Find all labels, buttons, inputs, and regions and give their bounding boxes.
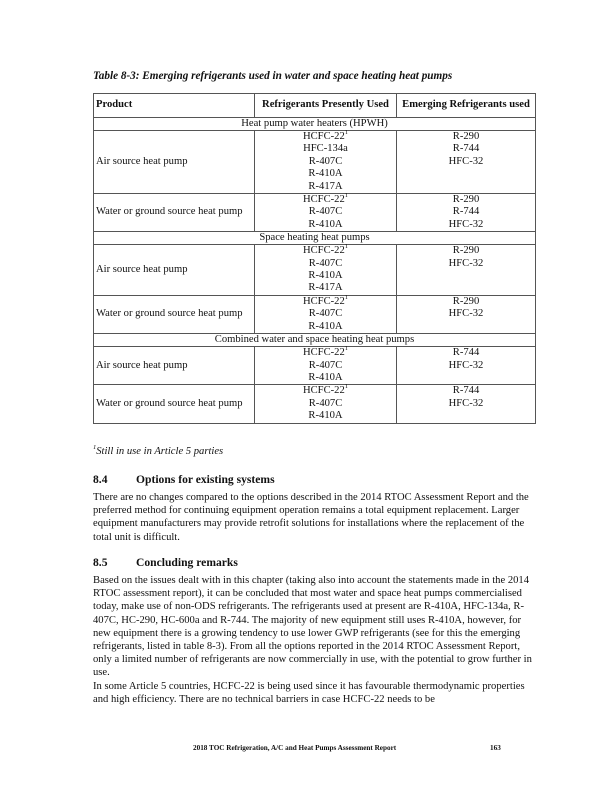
table-row bbox=[94, 347, 536, 385]
refrigerant-item bbox=[257, 308, 394, 320]
present-refrigerants-cell bbox=[255, 131, 397, 194]
emerging-refrigerants-cell bbox=[397, 131, 536, 194]
refrigerant-name: R-417A bbox=[308, 180, 343, 192]
emerging-refrigerants-cell bbox=[397, 295, 536, 333]
present-refrigerants-cell bbox=[255, 385, 397, 423]
present-refrigerants-cell bbox=[255, 194, 397, 232]
refrigerant-item: HFC-32 bbox=[448, 359, 484, 371]
refrigerant-name: R-410A bbox=[308, 320, 343, 332]
refrigerant-name: HCFC-22 bbox=[302, 194, 345, 206]
refrigerant-name: R-407C bbox=[308, 397, 343, 409]
refrigerant-name: HCFC-22 bbox=[302, 347, 345, 359]
footnote-text: Still in use in Article 5 parties bbox=[96, 446, 224, 457]
section-title: Concluding remarks bbox=[136, 556, 238, 569]
refrigerant-item bbox=[257, 245, 394, 257]
emerging-refrigerants-cell bbox=[397, 245, 536, 296]
refrigerant-name: HFC-134a bbox=[303, 143, 348, 155]
refrigerant-item: HFC-32 bbox=[448, 308, 484, 320]
section-heading-8-4 bbox=[93, 473, 275, 486]
refrigerant-item: R-290 bbox=[452, 131, 480, 142]
refrigerant-item: R-744 bbox=[452, 206, 480, 218]
refrigerant-item: R-744 bbox=[452, 385, 480, 397]
header-emerging-refrigerants: Emerging Refrigerants used bbox=[397, 94, 536, 118]
refrigerant-name: R-407C bbox=[308, 359, 343, 371]
emerging-refrigerants-cell bbox=[397, 194, 536, 232]
refrigerant-name: R-407C bbox=[308, 206, 343, 218]
refrigerant-name: R-417A bbox=[308, 282, 343, 294]
refrigerant-item bbox=[257, 156, 394, 168]
refrigerant-item bbox=[257, 321, 394, 333]
table-caption: Table 8-3: Emerging refrigerants used in water and space heating heat pumps bbox=[93, 70, 453, 82]
refrigerant-item: R-290 bbox=[452, 295, 480, 307]
emerging-refrigerants-cell bbox=[397, 385, 536, 423]
product-cell: Air source heat pump bbox=[94, 347, 255, 385]
refrigerant-name: R-407C bbox=[308, 155, 343, 167]
refrigerant-item: R-744 bbox=[452, 347, 480, 359]
section-heading-8-5 bbox=[93, 556, 238, 569]
refrigerant-item bbox=[257, 293, 394, 308]
section-8-4-paragraph-1: There are no changes compared to the options described in the 2014 RTOC Assessment Report and the preferred method for continuing equipment operation remains a total equipment replacement. Larger equipment manufacturers may provide retrofit solutions for installations where the replacement of the total unit is difficult. bbox=[93, 492, 529, 543]
section-number: 8.4 bbox=[93, 473, 108, 486]
refrigerant-item: R-290 bbox=[452, 245, 480, 257]
page-number: 163 bbox=[490, 744, 501, 752]
footnote-marker: 1 bbox=[344, 243, 349, 251]
refrigerant-name: HCFC-22 bbox=[302, 385, 345, 397]
group-title: Space heating heat pumps bbox=[94, 232, 536, 245]
header-product: Product bbox=[94, 94, 255, 118]
refrigerant-item bbox=[257, 219, 394, 231]
table-header-row bbox=[94, 94, 536, 118]
header-present-refrigerants: Refrigerants Presently Used bbox=[255, 94, 397, 118]
footnote-marker: 1 bbox=[344, 129, 349, 136]
refrigerant-item bbox=[257, 181, 394, 193]
present-refrigerants-cell bbox=[255, 295, 397, 333]
table-row bbox=[94, 245, 536, 296]
refrigerant-name: HCFC-22 bbox=[302, 245, 345, 257]
product-cell: Water or ground source heat pump bbox=[94, 385, 255, 423]
refrigerant-name: R-410A bbox=[308, 270, 343, 282]
refrigerant-item: R-290 bbox=[452, 194, 480, 206]
table-row bbox=[94, 295, 536, 333]
table-row bbox=[94, 385, 536, 423]
refrigerant-name: R-407C bbox=[308, 308, 343, 320]
present-refrigerants-cell bbox=[255, 245, 397, 296]
table-row bbox=[94, 194, 536, 232]
refrigerant-item: HFC-32 bbox=[448, 397, 484, 409]
refrigerant-item bbox=[257, 410, 394, 422]
refrigerant-item bbox=[257, 258, 394, 270]
product-cell: Water or ground source heat pump bbox=[94, 194, 255, 232]
table-group-row bbox=[94, 232, 536, 245]
group-title: Combined water and space heating heat pumps bbox=[94, 334, 536, 347]
product-cell: Air source heat pump bbox=[94, 245, 255, 296]
footer-report-title: 2018 TOC Refrigeration, A/C and Heat Pumps Assessment Report bbox=[193, 744, 397, 752]
refrigerant-item bbox=[257, 194, 394, 206]
table-body bbox=[94, 118, 536, 424]
refrigerant-item bbox=[257, 385, 394, 397]
refrigerant-item bbox=[257, 360, 394, 372]
refrigerant-name: R-407C bbox=[308, 257, 343, 269]
refrigerant-item bbox=[257, 131, 394, 143]
group-title: Heat pump water heaters (HPWH) bbox=[94, 118, 536, 131]
footnote-marker: 1 bbox=[344, 383, 349, 391]
refrigerant-item bbox=[257, 347, 394, 359]
footnote-marker: 1 bbox=[344, 345, 349, 353]
refrigerant-name: R-410A bbox=[308, 371, 343, 383]
footnote-marker: 1 bbox=[344, 192, 349, 200]
refrigerant-item: HFC-32 bbox=[448, 218, 484, 230]
refrigerant-item: R-744 bbox=[452, 143, 480, 155]
table-row bbox=[94, 131, 536, 194]
refrigerant-item bbox=[257, 206, 394, 218]
section-number: 8.5 bbox=[93, 556, 108, 569]
present-refrigerants-cell bbox=[255, 347, 397, 385]
table-footnote bbox=[93, 446, 223, 457]
footnote-marker: 1 bbox=[344, 293, 349, 301]
emerging-refrigerants-cell bbox=[397, 347, 536, 385]
section-8-5-paragraph-1: Based on the issues dealt with in this chapter (taking also into account the statements made in the 2014 RTOC assessment report), it can be concluded that most water and space heat pumps commercialised today, make use of non-ODS refrigerants. The refrigerants used at present are R-410A, HFC-134a, R-407C, HC-290, HC-600a and R-744. The majority of new equipment still uses R-410A, however, for new equipment there is a growing tendency to use lower GWP refrigerants (see for this the emerging refrigerants, listed in table 8-3). From all the options reported in the 2014 RTOC Assessment Report, only a limited number of refrigerants are now commercially in use, with the potential to grow further in use. bbox=[93, 575, 532, 679]
refrigerant-name: HCFC-22 bbox=[302, 131, 345, 142]
refrigerant-item: HFC-32 bbox=[448, 257, 484, 269]
refrigerant-item: HFC-32 bbox=[448, 155, 484, 167]
product-cell: Air source heat pump bbox=[94, 131, 255, 194]
refrigerant-name: R-410A bbox=[308, 218, 343, 230]
footnote-marker: 1 bbox=[93, 444, 97, 451]
table-group-row bbox=[94, 334, 536, 347]
refrigerant-name: R-410A bbox=[308, 410, 343, 422]
refrigerant-item bbox=[257, 143, 394, 155]
refrigerant-item bbox=[257, 168, 394, 180]
refrigerant-name: R-410A bbox=[308, 168, 343, 180]
refrigerants-table bbox=[93, 93, 536, 424]
refrigerant-item bbox=[257, 270, 394, 282]
product-cell: Water or ground source heat pump bbox=[94, 295, 255, 333]
refrigerant-item bbox=[257, 282, 394, 294]
table-group-row bbox=[94, 118, 536, 131]
refrigerant-item bbox=[257, 372, 394, 384]
section-8-5-paragraph-2: In some Article 5 countries, HCFC-22 is being used since it has favourable thermodynamic properties and high efficiency. There are no technical barriers in case HCFC-22 needs to be bbox=[93, 681, 525, 706]
refrigerant-item bbox=[257, 398, 394, 410]
section-title: Options for existing systems bbox=[136, 473, 275, 486]
refrigerant-name: HCFC-22 bbox=[302, 295, 345, 307]
